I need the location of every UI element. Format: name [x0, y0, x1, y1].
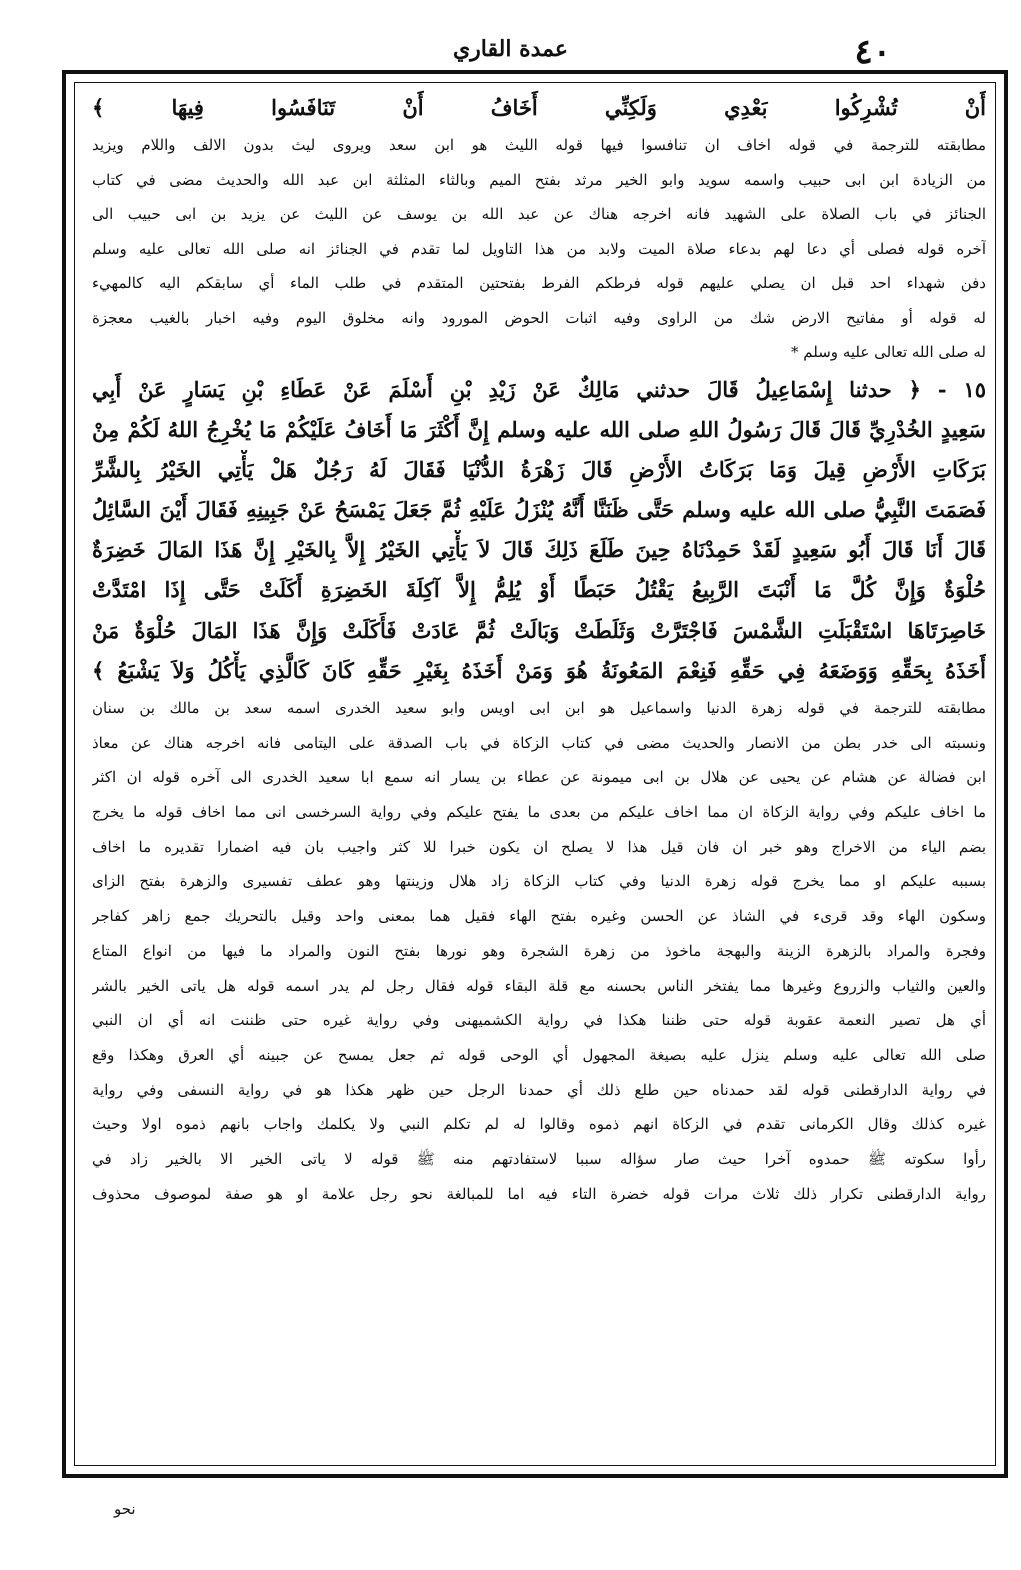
- commentary-line: والعين والثياب والزروع وغيرها مما يفتخر الناس بحسنه مع قلة البقاء قوله فقال رجل لم يدر اسمه قوله هل ياتى الخير بالشر: [92, 976, 986, 995]
- page-header: [70, 28, 951, 72]
- hadith-line: فَصَمَتَ النَّبِيُّ صلى الله عليه وسلم حَتَّى ظَنَنَّا أَنَّهُ يُنْزَلُ عَلَيْهِ ثُمَّ جَعَلَ يَمْسَحُ عَنْ جَبِينِهِ فَقَالَ أَيْنَ السَّائِلُ: [92, 497, 986, 523]
- hadith-text-1: [92, 88, 986, 128]
- commentary-line: الجنائز في باب الصلاة على الشهيد فانه اخرجه هناك عن عبد الله بن يوسف عن الليث عن يزيد بن ابى حبيب الى: [92, 205, 986, 223]
- commentary-line: في رواية الدارقطنى قوله لقد حمدناه حين طلع ذلك أي حمدنا الرجل حين ظهر هكذا هو في رواية النسفى وفي رواية: [92, 1080, 986, 1099]
- commentary-line: ونسبته الى خدر بطن من الانصار والحديث مضى في كتاب الزكاة في باب الصدقة على اليتامى فانه اخرجه هناك عن معاذ: [92, 733, 986, 752]
- page-number: ٤٠: [854, 32, 891, 72]
- hadith-line: بَرَكَاتِ الأَرْضِ قِيلَ وَمَا بَرَكَاتُ الأَرْضِ قَالَ زَهْرَةُ الدُّنْيَا فَقَالَ لَهُ رَجُلٌ هَلْ يَأْتِي الخَيْرُ بِالشَّرِّ: [92, 456, 986, 482]
- commentary-line: وسكون الهاء وقد قرىء في الشاذ عن الحسن وغيره بفتح الهاء فقيل هما بمعنى واحد وقيل بالتحريك جمع زاهر كفاجر: [92, 907, 986, 926]
- commentary-line: أي هل تصير النعمة عقوبة قوله حتى ظننا هكذا في رواية الكشميهنى وفي رواية غيره حتى ظننت انه أي ان النبي: [92, 1011, 986, 1030]
- hadith-line: خَاصِرَتَاهَا اسْتَقْبَلَتِ الشَّمْسَ فَاجْتَرَّتْ وَثَلَطَتْ وَبَالَتْ ثُمَّ عَادَتْ فَأَكَلَتْ وَإِنَّ هَذَا المَالَ حُلْوَةٌ مَنْ: [92, 617, 986, 643]
- hadith-line: سَعِيدٍ الخُدْرِيِّ قَالَ قَالَ رَسُولُ اللهِ صلى الله عليه وسلم إِنَّ أَكْثَرَ مَا أَخَافُ عَلَيْكُمْ مَا يُخْرِجُ اللهُ لَكُمْ مِنْ: [92, 416, 986, 442]
- hadith-line: أَخَذَهُ بِحَقِّهِ وَوَضَعَهُ فِي حَقِّهِ فَنِعْمَ المَعُونَةُ هُوَ وَمَنْ أَخَذَهُ بِغَيْرِ حَقِّهِ كَانَ كَالَّذِي يَأْكُلُ وَلاَ يَشْبَعُ ﴾: [92, 657, 986, 683]
- commentary-line: دفن شهداء احد قبل ان يصلي عليهم قوله فرطكم الفرط بفتحتين المتقدم في طلب الماء أي سابقكم اليه كالمهيء: [92, 274, 986, 292]
- commentary-line: غيره كذلك وقال الكرمانى تقدم في الزكاة انهم ذموه وقالوا له لم تكلم النبي ولا يكلمك واجاب بانهم ذموه اولا وحيث: [92, 1115, 986, 1134]
- commentary-line: له قوله أو مفاتيح الارض شك من الراوى وفيه اثبات الحوض المورود وانه مخلوق اليوم وفيه اخبار بالغيب معجزة: [92, 308, 986, 327]
- commentary-line: ابن فضالة عن هشام عن يحيى عن هلال بن ابى ميمونة عن عطاء بن يسار انه سمع ابا سعيد الخدرى الى آخره قوله ان اكثر: [92, 768, 986, 787]
- commentary-line: بسببه عليكم او مما يخرج قوله زهرة الدنيا وفي كتاب الزكاة زاد هلال وزينتها وهو عطف تفسيرى والزهرة بفتح الزاى: [92, 872, 986, 891]
- commentary-line: مطابقته للترجمة في قوله زهرة الدنيا واسماعيل هو ابن ابى اويس وابو سعيد الخدرى اسمه سعد بن مالك بن سنان: [92, 699, 986, 717]
- commentary-line: له صلى الله تعالى عليه وسلم *: [791, 343, 986, 361]
- commentary-line: صلى الله تعالى عليه وسلم ينزل عليه بصيغة المجهول أي الوحى قوله ثم جعل يمسح عن جبينه أي العرق وهكذا وقع: [92, 1045, 986, 1064]
- commentary-line: رواية الدارقطنى تكرار ذلك ثلاث مرات قوله خضرة التاء فيه اما للمبالغة نحو رجل علامة او هو صفة لموصوف محذوف: [92, 1184, 986, 1203]
- hadith-line: ١٥ - ﴿ حدثنا إِسْمَاعِيلُ قَالَ حدثني مَالِكٌ عَنْ زَيْدِ بْنِ أَسْلَمَ عَنْ عَطَاءِ بْنِ يَسَارٍ عَنْ أَبِي: [92, 376, 986, 402]
- hadith-text-2: [92, 370, 986, 692]
- hadith-line: قَالَ أَنَا قَالَ أَبُو سَعِيدٍ لَقَدْ حَمِدْنَاهُ حِينَ طَلَعَ ذَلِكَ قَالَ لاَ يَأْتِي الخَيْرُ إِلاَّ بِالخَيْرِ إِنَّ هَذَا المَالَ خَضِرَةٌ: [92, 537, 986, 563]
- commentary-line: من الزيادة ابن ابى حبيب واسمه سويد وابو الخير مرثد بفتح الميم وبالثاء المثلثة ابن عبد الله والحديث مضى في كتاب: [92, 170, 986, 189]
- commentary-1: [92, 128, 986, 370]
- catchword: نحو: [114, 1500, 136, 1518]
- hadith-line: أَنْ تُشْرِكُوا بَعْدِي وَلَكِنِّي أَخَافُ أَنْ تَنَافَسُوا فِيهَا ﴾: [92, 95, 986, 120]
- page-frame: [62, 70, 1008, 1478]
- commentary-line: وفجرة والمراد بالزهرة الزينة والبهجة ماخوذ من زهرة الشجرة وهو نورها بفتح النون والمراد ما فيها من انواع المتاع: [92, 941, 986, 960]
- commentary-line: رأوا سكوته ﷺ حمدوه آخرا حيث صار سؤاله سببا لاستفادتهم منه ﷺ قوله لا ياتى الخير الا بالخير زاد في: [92, 1149, 986, 1168]
- page-content: [92, 88, 986, 1464]
- book-title: عمدة القاري: [452, 36, 569, 62]
- hadith-line: حُلْوَةٌ وَإِنَّ كُلَّ مَا أَنْبَتَ الرَّبِيعُ يَقْتُلُ حَبَطًا أَوْ يُلِمُّ إِلاَّ آكِلَةَ الخَضِرَةِ أَكَلَتْ حَتَّى إِذَا امْتَدَّتْ: [92, 577, 986, 603]
- commentary-line: ما اخاف عليكم وفي رواية الزكاة ان مما اخاف عليكم من بعدى ما يفتح عليكم وفي رواية السرخسى انى مما اخاف قوله ما يخرج: [92, 803, 986, 822]
- commentary-line: بضم الياء من الاخراج وهو خبر ان فان قيل هذا لا يصلح ان يكون خبرا للا كثر واجيب بان فيه اضمارا تقديره ما اخاف: [92, 837, 986, 856]
- commentary-2: [92, 691, 986, 1211]
- commentary-line: آخره قوله فصلى أي دعا لهم بدعاء صلاة الميت ولابد من هذا التاويل لما تقدم في الجنائز انه صلى الله تعالى عليه وسلم: [92, 239, 986, 258]
- commentary-line: مطابقته للترجمة في قوله اخاف ان تنافسوا فيها قوله الليث هو ابن سعد ويروى ليث بدون الالف واللام ويزيد: [92, 136, 986, 154]
